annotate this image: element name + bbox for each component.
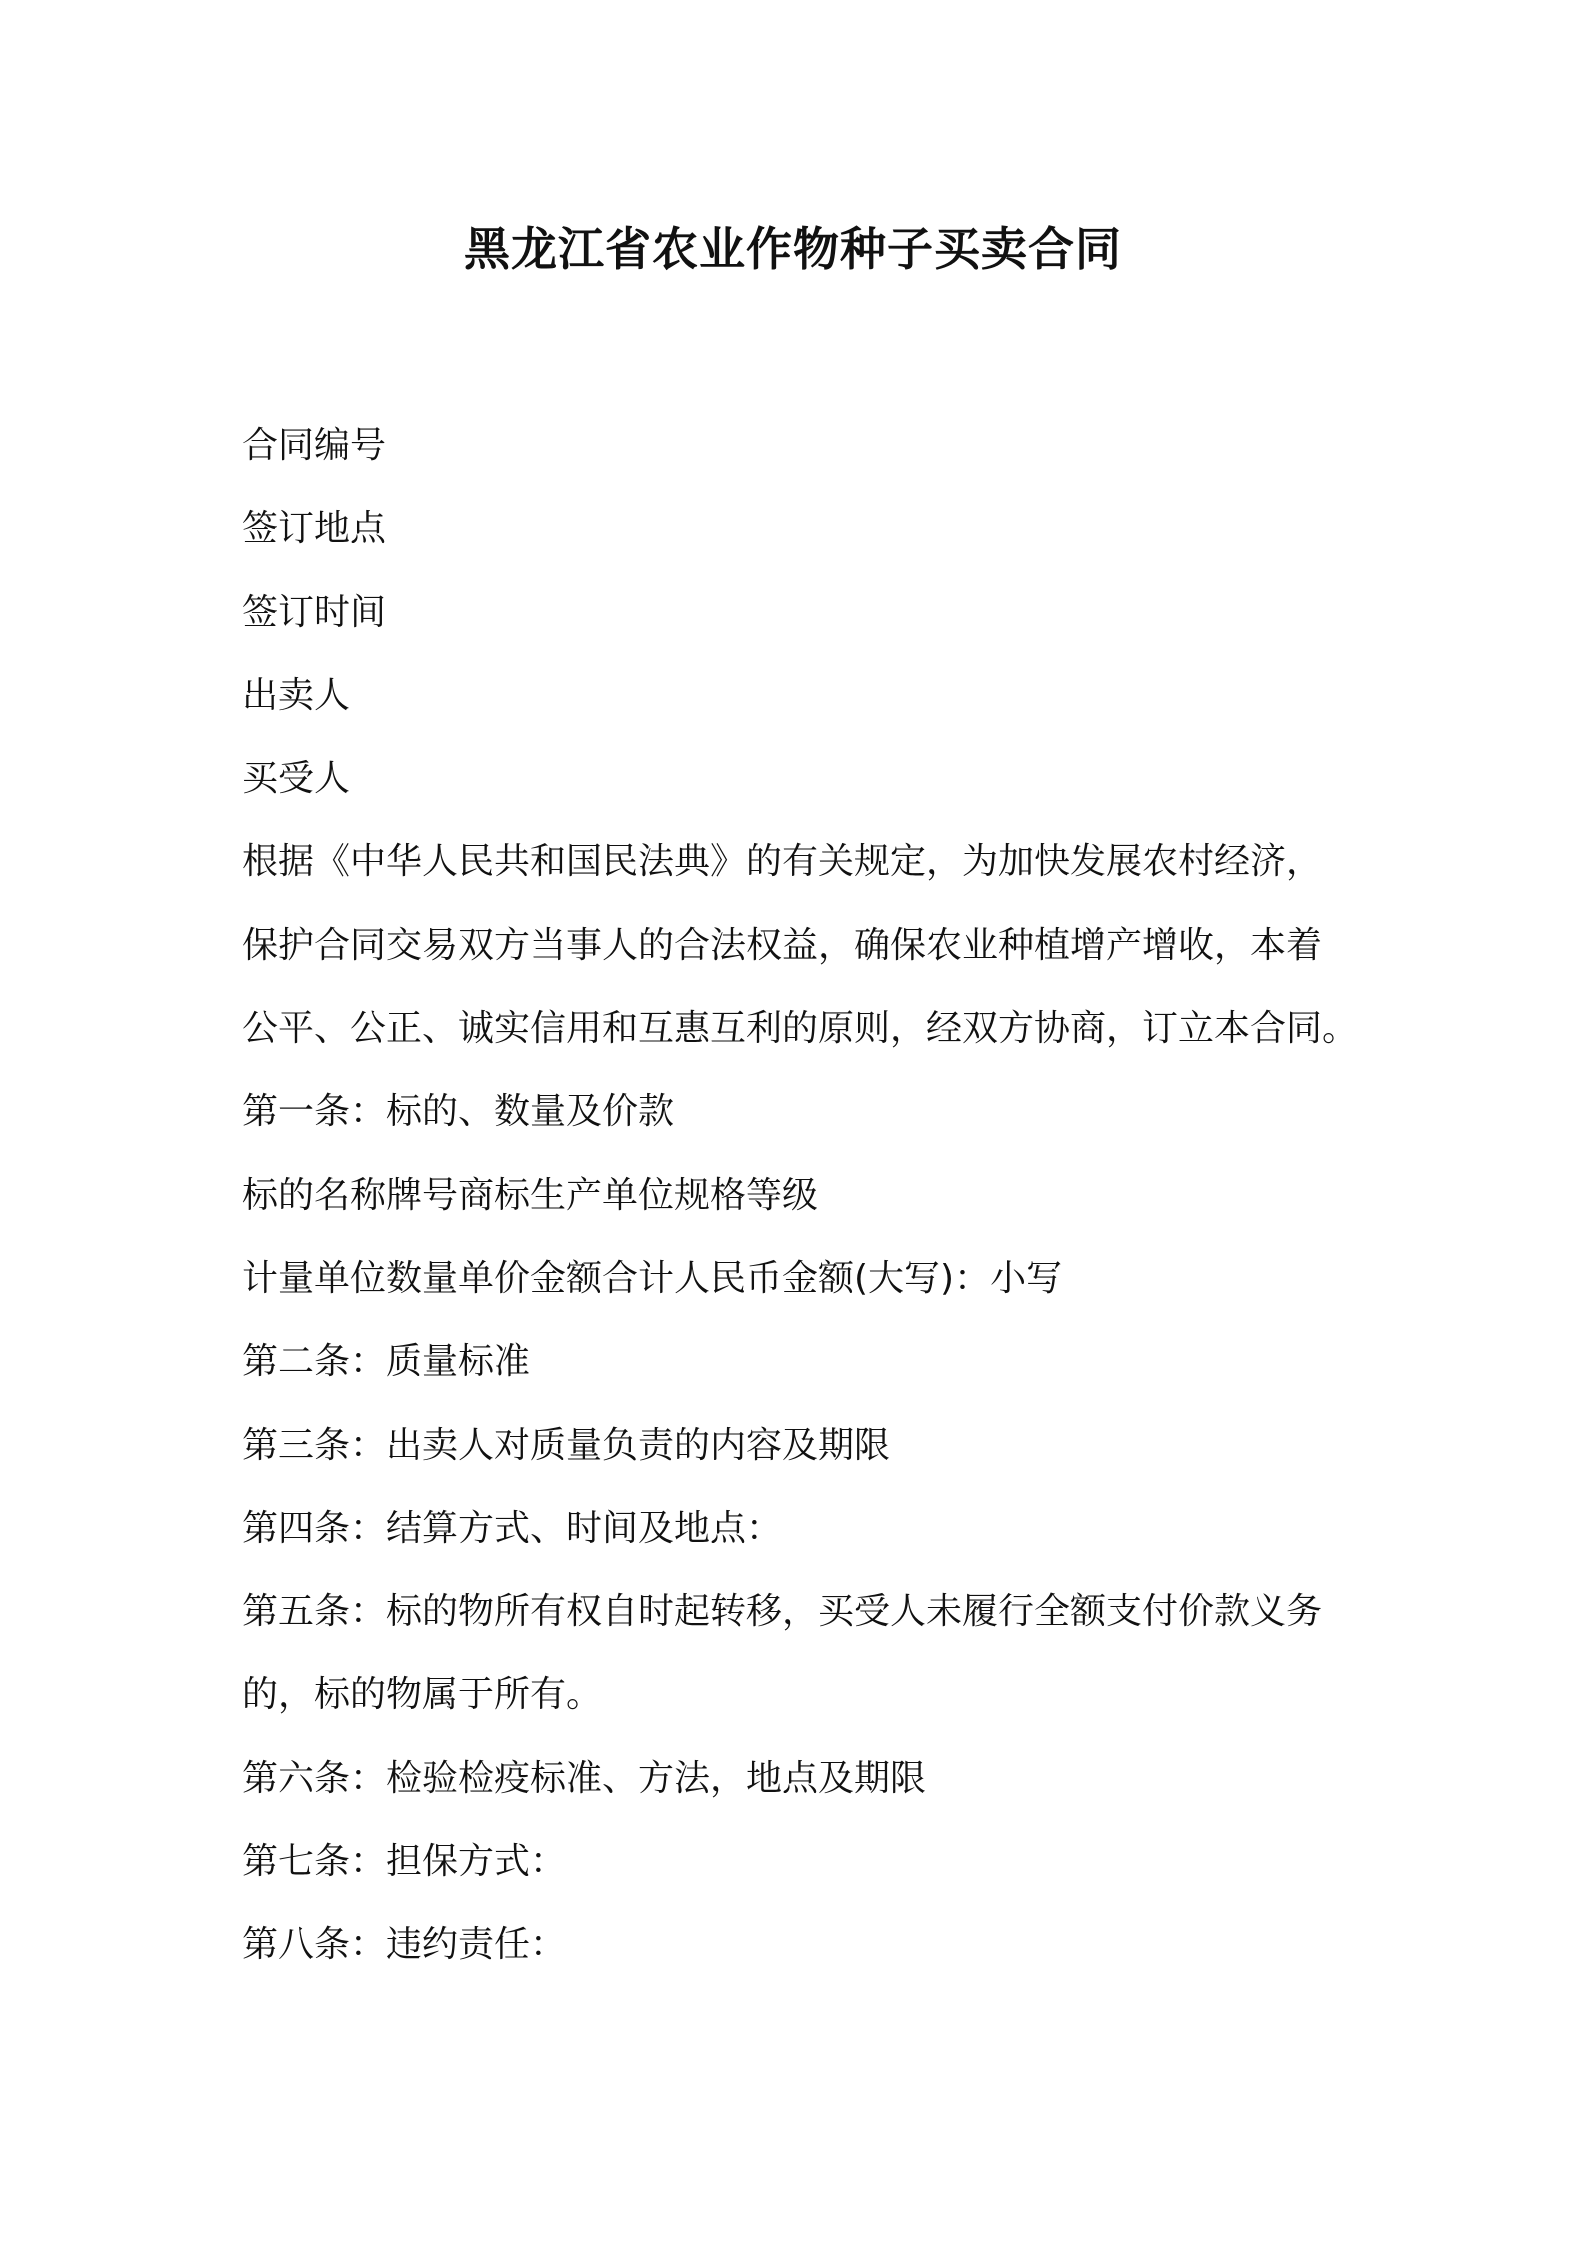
article-6-heading: 第六条：检验检疫标准、方法，地点及期限	[242, 1757, 927, 1799]
article-5-line: 的，标的物属于所有。	[242, 1674, 603, 1716]
article-8-heading: 第八条：违约责任：	[242, 1924, 567, 1966]
article-4-heading: 第四条：结算方式、时间及地点：	[242, 1507, 783, 1549]
document-body	[242, 404, 1372, 1987]
field-signing-time: 签订时间	[242, 591, 387, 633]
field-contract-number: 合同编号	[242, 425, 387, 466]
article-2-heading: 第二条：质量标准	[242, 1341, 531, 1383]
article-7-heading: 第七条：担保方式：	[242, 1841, 567, 1883]
article-1-subject-fields: 标的名称牌号商标生产单位规格等级	[242, 1174, 819, 1216]
preamble-line: 公平、公正、诚实信用和互惠互利的原则，经双方协商，订立本合同。	[242, 1008, 1359, 1050]
field-signing-place: 签订地点	[242, 508, 387, 550]
field-seller: 出卖人	[242, 674, 351, 716]
article-1-heading: 第一条：标的、数量及价款	[242, 1091, 675, 1133]
document-title: 黑龙江省农业作物种子买卖合同	[464, 222, 1122, 276]
field-buyer: 买受人	[242, 758, 351, 800]
article-3-heading: 第三条：出卖人对质量负责的内容及期限	[242, 1424, 891, 1466]
preamble-line: 根据《中华人民共和国民法典》的有关规定，为加快发展农村经济，	[242, 841, 1323, 883]
preamble-line: 保护合同交易双方当事人的合法权益，确保农业种植增产增收，本着	[242, 924, 1323, 966]
article-5-line: 第五条：标的物所有权自时起转移，买受人未履行全额支付价款义务	[242, 1591, 1323, 1633]
article-1-price-fields: 计量单位数量单价金额合计人民币金额(大写)：小写	[242, 1257, 1063, 1299]
